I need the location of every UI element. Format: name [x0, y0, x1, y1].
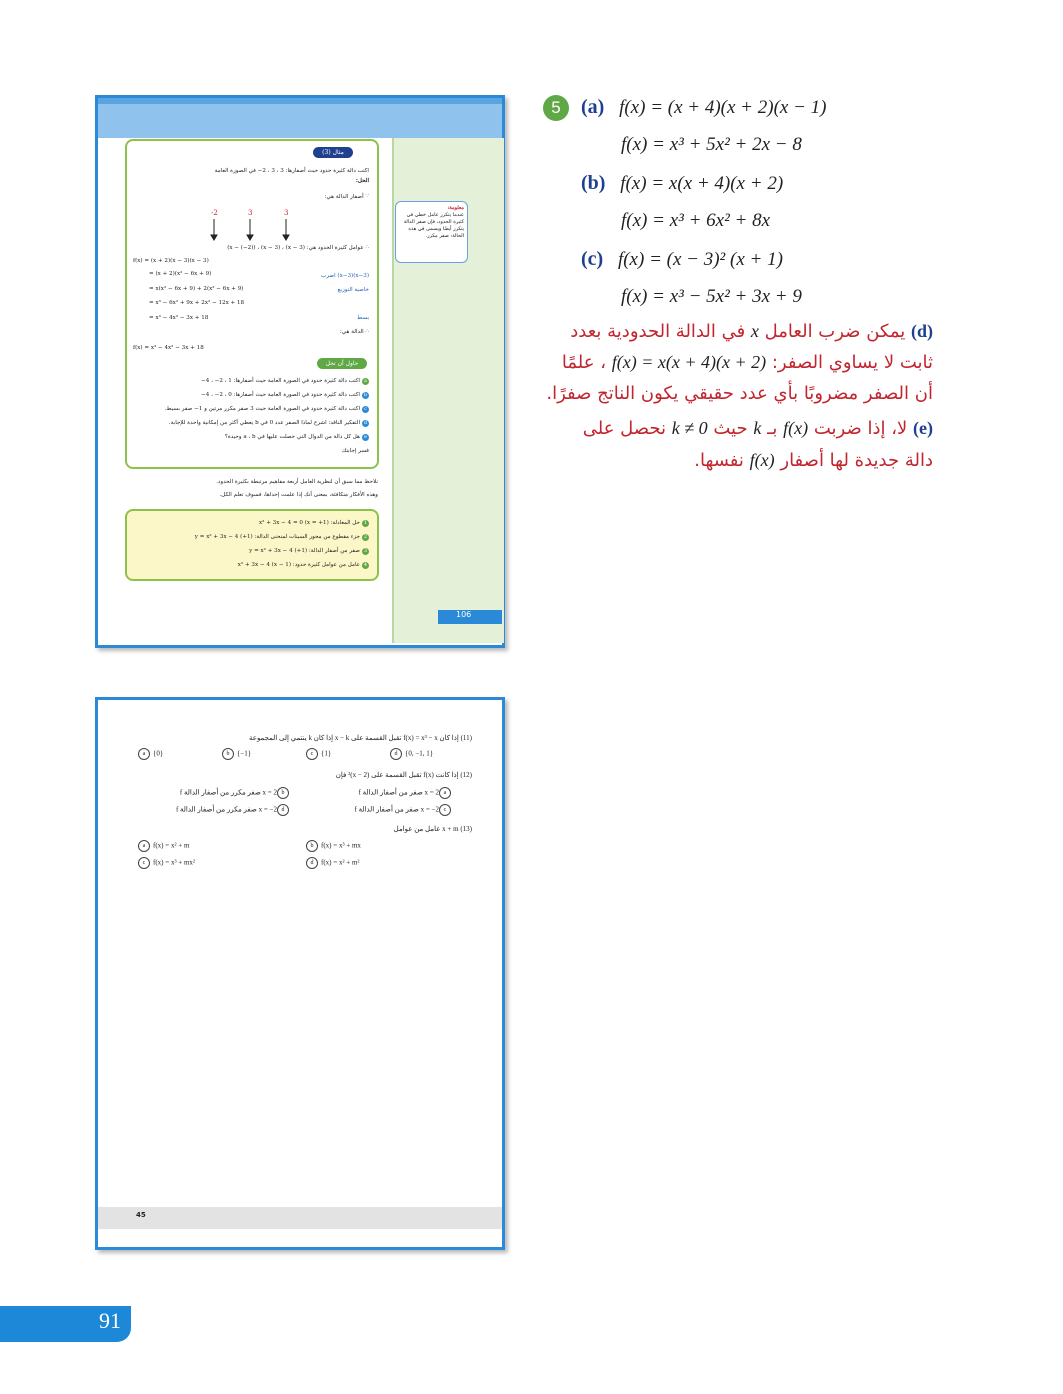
- thumbnail-page-number: 106: [438, 610, 502, 624]
- option-b-icon: b: [277, 787, 289, 799]
- option-a-icon: a: [439, 787, 451, 799]
- step-4: = x³ − 6x² + 9x + 2x² − 12x + 18: [149, 300, 245, 306]
- equivalence-card: [125, 509, 379, 581]
- option-d-icon: d: [390, 748, 402, 760]
- exercise-number-badge: 5: [543, 95, 569, 121]
- answer-e-text-2a: دالة جديدة لها أصفار: [780, 450, 933, 471]
- workbook-page-thumbnail-45: [95, 697, 505, 1250]
- try-tail: فسر إجابتك: [341, 448, 369, 454]
- part-e-label: (e): [913, 418, 933, 438]
- option-c-icon: c: [439, 804, 451, 816]
- q11-option-a: a {0}: [138, 748, 163, 760]
- num-2-icon: 2: [363, 534, 368, 540]
- part-c-label: (c): [581, 248, 604, 270]
- note-line-2: وهذه الأفكار متكافئة، بمعنى أنك إذا علمت إحداها، فسوف تعلم الكل.: [219, 492, 378, 498]
- info-text: عندما يتكرر عامل خطي في كثيرة الحدود، فإن صفر الدالة يتكرر أيضًا ويسمى في هذه الحالة: صفر مكرر.: [403, 212, 464, 239]
- answer-b-expression-1: f(x) = x(x + 4)(x + 2): [620, 173, 784, 194]
- answer-b-expression-2: f(x) = x³ + 6x² + 8x: [621, 210, 771, 231]
- equiv-item-2: 2جزء مقطوع من محور السينات لمنحنى الدالة: y = x² + 3x − 4 (+1): [194, 534, 368, 540]
- equiv-item-1: 1حل المعادلة: x² + 3x − 4 = 0 (x = +1): [259, 520, 368, 526]
- option-a-icon: a: [138, 748, 150, 760]
- answer-5-badge: [543, 95, 569, 121]
- answer-b-line-1: [581, 172, 783, 195]
- answer-d-text-1b: في الدالة الحدودية بعدد: [570, 321, 746, 342]
- num-3-icon: 3: [363, 548, 368, 554]
- zeros-intro: ∵ أصفار الدالة هي:: [324, 194, 369, 200]
- question-13: (13) x + m عامل من عوامل: [393, 825, 472, 833]
- q12-option-d: dx = −2 صفر مكرر من أصفار الدالة f: [176, 804, 292, 816]
- example-card: [125, 139, 379, 469]
- question-11: (11) إذا كان f(x) = x³ − x تقبل القسمة على x − k إذا كان k ينتمي إلى المجموعة: [249, 734, 472, 742]
- step-1: f(x) = (x + 2)(x − 3)(x − 3): [133, 258, 209, 264]
- info-title: معلومة:: [447, 205, 464, 211]
- answer-e-line-2: [694, 450, 933, 471]
- q12-option-b: bx = 2 صفر مكرر من أصفار الدالة f: [180, 787, 292, 799]
- q13-option-d: d f(x) = x² + m²: [306, 857, 360, 869]
- solution-label: الحل:: [355, 178, 369, 184]
- answer-a-expression-2: f(x) = x³ + 5x² + 2x − 8: [621, 134, 802, 155]
- try-item-e: eهل كل دالة من الدوال التي حصلت عليها في a ، b وحيدة؟: [225, 433, 369, 441]
- option-d-icon: d: [363, 420, 368, 426]
- answer-e-condition: k ≠ 0: [671, 418, 708, 438]
- answer-c-expression-1: f(x) = (x − 3)² (x + 1): [617, 249, 783, 270]
- answer-e-k: k: [753, 418, 762, 438]
- answer-c-line-1: [581, 248, 783, 271]
- answer-d-line-3: أن الصفر مضروبًا بأي عدد حقيقي يكون الناتج صفرًا.: [546, 383, 933, 404]
- answer-d-line-1: [570, 321, 933, 342]
- factors-line: ∴ عوامل كثيرة الحدود هي: (x − 3) ، (x − 3) ، (x − (−2)): [227, 245, 369, 251]
- zero-value-2: 3: [248, 209, 253, 217]
- arrows-diagram: [207, 219, 297, 241]
- part-a-label: (a): [581, 96, 605, 118]
- side-label-distribute: خاصية التوزيع: [337, 287, 369, 293]
- option-d-icon: d: [277, 804, 289, 816]
- step-3: = x(x² − 6x + 9) + 2(x² − 6x + 9): [149, 286, 244, 292]
- answer-d-text-2a: ثابت لا يساوي الصفر:: [771, 352, 933, 373]
- answer-e-fx: f(x): [783, 418, 809, 438]
- equiv-item-3: 3صفر من أصفار الدالة: y = x² + 3x − 4 (+1): [249, 548, 368, 554]
- answer-d-line-2: [562, 352, 933, 373]
- option-b-icon: b: [363, 392, 368, 398]
- q11-option-b: b {−1}: [222, 748, 251, 760]
- answer-e-text-1b: بـ: [767, 418, 778, 439]
- side-label-multiply: (x−3)(x−3) اضرب: [321, 273, 369, 279]
- q11-option-c: c {1}: [306, 748, 331, 760]
- part-b-label: (b): [581, 172, 606, 194]
- thumbnail-footer-band: [98, 1207, 502, 1229]
- q11-option-d: d {0, −1, 1}: [390, 748, 433, 760]
- zero-value-1: -2: [211, 209, 218, 217]
- page-header-band: [98, 98, 502, 138]
- question-12: (12) إذا كانت f(x) تقبل القسمة على (x − 2)² فإن: [335, 771, 472, 779]
- answer-d-variable: x: [750, 321, 759, 341]
- option-b-icon: b: [306, 840, 318, 852]
- note-line-1: نلاحظ مما سبق أن لنظرية العامل أربعة مفاهيم مرتبطة بكثيرة الحدود.: [216, 479, 378, 485]
- q12-option-a: ax = 2 صفر من أصفار الدالة f: [359, 787, 455, 799]
- final-function: f(x) = x³ − 4x² − 3x + 18: [133, 345, 204, 351]
- num-1-icon: 1: [363, 520, 368, 526]
- answer-e-text-1d: نحصل على: [582, 418, 667, 439]
- part-d-label: (d): [910, 321, 933, 341]
- option-a-icon: a: [138, 840, 150, 852]
- answer-e-text-2b: نفسها.: [694, 450, 744, 471]
- answer-d-text-2b: ، علمًا: [561, 352, 607, 373]
- option-c-icon: c: [306, 748, 318, 760]
- textbook-page-thumbnail-106: [95, 95, 505, 648]
- answer-a-expression-1: f(x) = (x + 4)(x + 2)(x − 1): [619, 97, 827, 118]
- info-box: [395, 201, 468, 263]
- try-item-b: bاكتب دالة كثيرة حدود في الصورة العامة حيث أصفارها: 0 ، 2− ، 4−: [201, 392, 368, 398]
- q13-option-a: a f(x) = x² + m: [138, 840, 189, 852]
- example-title: مثال (3): [313, 147, 353, 158]
- step-5: = x³ − 4x² − 3x + 18: [149, 315, 209, 321]
- try-item-c: cاكتب دالة كثيرة حدود في الصورة العامة حيث 3 صفر مكرر مرتين و 1− صفر بسيط.: [165, 405, 369, 413]
- answer-d-text-1a: يمكن ضرب العامل: [764, 321, 906, 342]
- q13-option-b: b f(x) = x³ + mx: [306, 840, 361, 852]
- side-label-simplify: بسط: [357, 315, 369, 321]
- try-item-a: aاكتب دالة كثيرة حدود في الصورة العامة حيث أصفارها: 1 ، 2− ، 4−: [201, 377, 369, 385]
- option-d-icon: d: [306, 857, 318, 869]
- answer-e-text-1c: حيث: [713, 418, 748, 439]
- thumbnail-page-number: 45: [136, 1211, 146, 1219]
- answer-e-line-1: [583, 418, 933, 439]
- step-2: = (x + 2)(x² − 6x + 9): [149, 271, 212, 277]
- try-title: حاول أن تحل: [317, 358, 367, 369]
- answer-e-text-1a: لا، إذا ضربت: [813, 418, 908, 439]
- equiv-item-4: 4عامل من عوامل كثيرة حدود: x² + 3x − 4 (x − 1): [237, 562, 368, 568]
- option-c-icon: c: [362, 406, 369, 413]
- answer-a-line-1: [581, 96, 827, 119]
- answer-e-fx-2: f(x): [749, 450, 775, 470]
- final-intro: ∴ الدالة هي:: [339, 329, 369, 335]
- page-header-strip: [98, 98, 502, 104]
- zero-value-3: 3: [284, 209, 289, 217]
- q12-option-c: cx = −2 صفر من أصفار الدالة f: [355, 804, 454, 816]
- answer-c-expression-2: f(x) = x³ − 5x² + 3x + 9: [621, 286, 802, 307]
- option-e-icon: e: [362, 434, 369, 441]
- answer-d-expression: f(x) = x(x + 4)(x + 2): [611, 352, 767, 372]
- option-a-icon: a: [362, 378, 369, 385]
- example-prompt: اكتب دالة كثيرة حدود حيث أصفارها: 3 ، 3 ، 2− في الصورة العامة: [214, 168, 369, 174]
- option-c-icon: c: [138, 857, 150, 869]
- option-b-icon: b: [222, 748, 234, 760]
- try-item-d: dالتفكير الناقد: اشرح لماذا الصفر عدد 0 في b يعطي أكثر من إمكانية واحدة للإجابة.: [168, 420, 368, 426]
- q13-option-c: c f(x) = x³ + mx²: [138, 857, 195, 869]
- num-4-icon: 4: [363, 562, 368, 568]
- page-number: 91: [0, 1306, 131, 1342]
